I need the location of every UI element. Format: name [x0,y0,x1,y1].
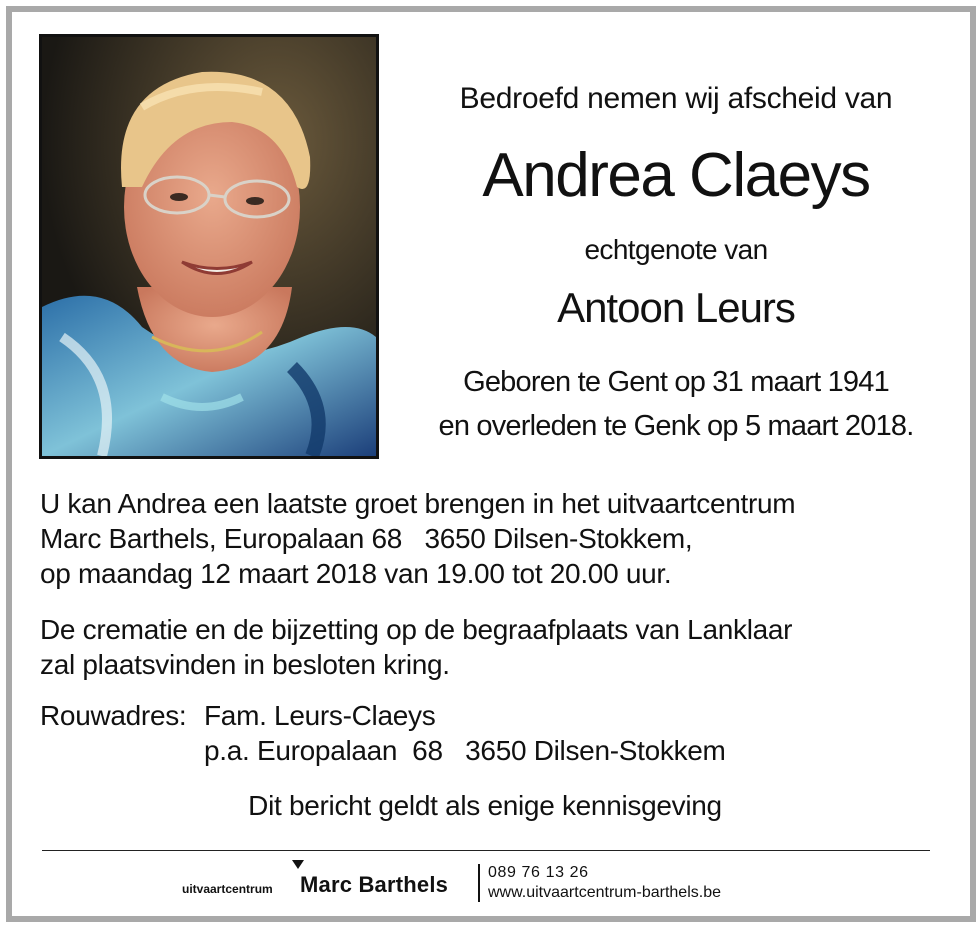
visitation-line: Marc Barthels, Europalaan 68 3650 Dilsen-Stokkem, [40,523,693,554]
notice-text: Dit bericht geldt als enige kennisgeving [248,790,722,821]
portrait-photo [39,34,379,459]
visitation-line: U kan Andrea een laatste groet brengen in het uitvaartcentrum [40,488,796,519]
mourning-address-label: Rouwadres: [40,700,187,731]
death-line: en overleden te Genk op 5 maart 2018. [438,410,914,442]
brand-separator [478,864,480,902]
spouse-label: echtgenote van [584,234,768,265]
mourning-address-family: Fam. Leurs-Claeys [204,700,436,731]
brand-subtitle: uitvaartcentrum [182,882,273,896]
mourning-address-street: p.a. Europalaan 68 3650 Dilsen-Stokkem [204,735,726,766]
visitation-paragraph [40,486,940,591]
visitation-line: op maandag 12 maart 2018 van 19.00 tot 20.00 uur. [40,558,672,589]
website-link[interactable]: www.uitvaartcentrum-barthels.be [488,884,721,901]
birth-line: Geboren te Gent op 31 maart 1941 [463,366,889,398]
cremation-paragraph [40,612,940,682]
spouse-name: Antoon Leurs [557,284,795,331]
cremation-line: zal plaatsvinden in besloten kring. [40,649,450,680]
phone-number: 089 76 13 26 [488,864,589,881]
funeral-home-footer [12,860,958,908]
announcement-intro: Bedroefd nemen wij afscheid van [459,82,893,115]
cremation-line: De crematie en de bijzetting op de begraafplaats van Lanklaar [40,614,793,645]
footer-divider [42,850,930,851]
obituary-card [6,6,976,922]
triangle-down-icon [292,860,304,869]
brand-name: Marc Barthels [300,872,449,897]
deceased-name: Andrea Claeys [482,141,870,210]
